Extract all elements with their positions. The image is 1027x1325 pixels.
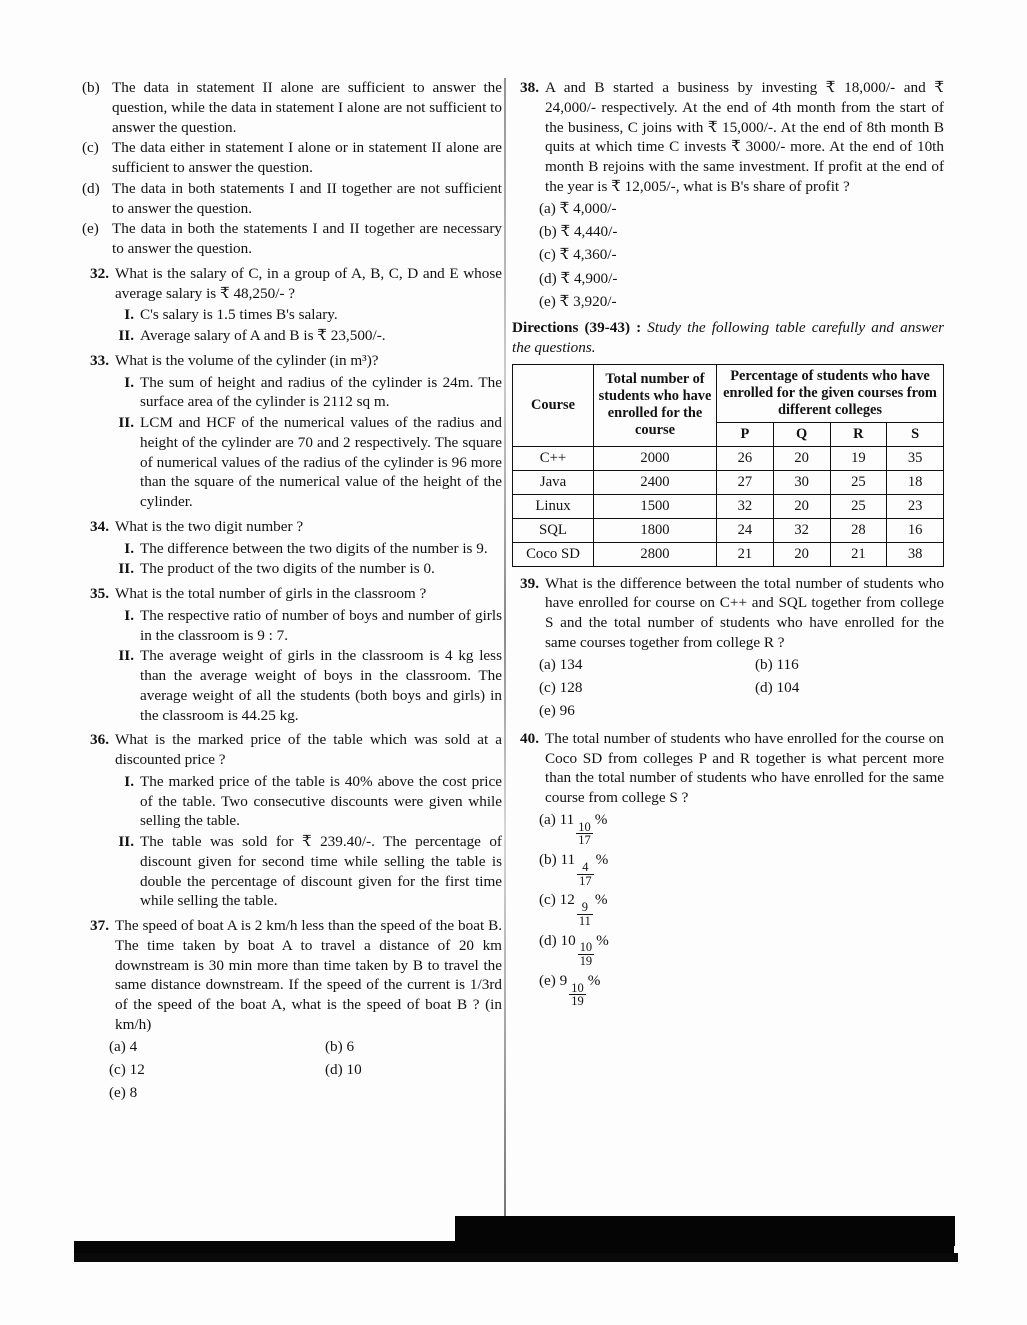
cell-total: 1800	[594, 518, 717, 542]
cell-pct-r: 25	[830, 494, 887, 518]
question-34	[82, 517, 502, 584]
answer-choice-fraction	[576, 821, 592, 847]
cell-course: SQL	[513, 518, 594, 542]
answer-choice-suffix: %	[595, 851, 609, 869]
question-statement	[109, 606, 502, 646]
question-number: 33.	[90, 351, 109, 369]
statement-text: The average weight of girls in the classroom is 4 kg less than the average weight of boys in the classroom. The average weight of all the students (both boys and girls) in the classroom is 44.25 kg.	[140, 647, 502, 724]
statement-label: II.	[118, 327, 134, 344]
cell-course: Linux	[513, 494, 594, 518]
statement-label: II.	[118, 560, 134, 578]
answer-choice[interactable]: (d) 104	[755, 679, 800, 697]
question-text: What is the marked price of the table which was sold at a discounted price ?	[115, 731, 502, 768]
answer-choice[interactable]: (d) ₹ 4,900/-	[539, 269, 618, 287]
fraction-numerator: 4	[577, 861, 593, 875]
directions-label: Directions (39-43) :	[512, 319, 642, 337]
answer-choice-tag: (a)	[539, 810, 556, 828]
fraction-denominator: 17	[578, 833, 591, 848]
table-header-row-1	[513, 364, 944, 422]
answer-choice-whole: 10	[560, 931, 576, 949]
answer-choice-tag: (d)	[539, 931, 557, 949]
right-column	[512, 78, 944, 1008]
cell-pct-s: 35	[887, 446, 944, 470]
statement-text: The table was sold for ₹ 239.40/-. The percentage of discount given for second time while selling the table is double the percentage of discount given for the first time while selling the table.	[140, 833, 502, 910]
answer-choice[interactable]: (b) 6	[325, 1037, 355, 1055]
answer-choice-fraction	[569, 982, 585, 1008]
instruction-option	[82, 219, 502, 259]
statement-label: II.	[118, 647, 134, 665]
left-questions	[82, 264, 502, 1108]
answer-choice[interactable]: (e) 96	[539, 702, 575, 720]
answer-choice-suffix: %	[594, 891, 608, 909]
question-statement	[109, 305, 502, 325]
cell-pct-s: 23	[887, 494, 944, 518]
header-total-students: Total number of students who have enrolled for the course	[594, 364, 717, 446]
fraction-numerator: 10	[578, 819, 591, 834]
question-text: What is the two digit number ?	[115, 517, 304, 535]
statement-label: I.	[124, 539, 134, 557]
question-40-number: 40.	[520, 729, 539, 747]
instruction-option	[82, 179, 502, 219]
answer-choice-tag: (c)	[539, 891, 556, 909]
question-38-number: 38.	[520, 79, 539, 96]
statement-label: I.	[124, 606, 134, 624]
fraction-numerator: 10	[571, 980, 584, 995]
cell-total: 2400	[594, 470, 717, 494]
cell-pct-q: 20	[773, 542, 830, 566]
instruction-option-text: The data in both statements I and II together are not sufficient to answer the question.	[112, 179, 502, 217]
question-statement	[109, 559, 502, 579]
answer-choice[interactable]	[539, 890, 944, 927]
question-39-text: What is the difference between the total number of students who have enrolled for course on C++ and SQL together from college S and the total number of students who have enrolled for the same courses together from college R ?	[545, 574, 944, 651]
answer-choice[interactable]: (a) ₹ 4,000/-	[539, 199, 617, 217]
instruction-options	[82, 78, 502, 259]
table-row	[513, 542, 944, 566]
statement-text: The difference between the two digits of the number is 9.	[140, 539, 488, 557]
header-college-s: S	[887, 422, 944, 446]
statement-text: The sum of height and radius of the cylinder is 24m. The surface area of the cylinder is 2112 sq m.	[140, 373, 502, 411]
question-statement	[109, 413, 502, 512]
table-body	[513, 446, 944, 566]
cell-pct-q: 32	[773, 518, 830, 542]
header-college-r: R	[830, 422, 887, 446]
question-statement	[109, 539, 502, 559]
cell-pct-s: 38	[887, 542, 944, 566]
answer-choice[interactable]: (e) 8	[109, 1084, 138, 1102]
answer-choice[interactable]	[539, 971, 944, 1008]
question-38-text: A and B started a business by investing ₹ 18,000/- and ₹ 24,000/- respectively. At the end of 4th month from the start of the business, C joins with ₹ 15,000/-. At the end of 8th month B quits at which time C invests ₹ 3000/- more. At the end of 10th month B rejoins with the same investment. If profit at the end of the year is ₹ 12,005/-, what is B's share of profit ?	[545, 79, 944, 195]
answer-choice-suffix: %	[594, 810, 608, 828]
instruction-option-tag: (e)	[82, 220, 99, 238]
instruction-option	[82, 78, 502, 137]
answer-choice[interactable]: (c) 12	[109, 1060, 145, 1078]
answer-choice[interactable]: (a) 134	[539, 655, 583, 673]
table-row	[513, 470, 944, 494]
statement-text: The product of the two digits of the number is 0.	[140, 560, 435, 578]
question-39	[512, 574, 944, 722]
answer-choice[interactable]: (c) 128	[539, 679, 583, 697]
instruction-option-text: The data either in statement I alone or in statement II alone are sufficient to answer the question.	[112, 139, 502, 176]
fraction-denominator: 17	[579, 873, 592, 888]
question-38	[512, 78, 944, 312]
answer-choice[interactable]	[539, 931, 944, 968]
answer-choice-suffix: %	[596, 931, 609, 949]
fraction-numerator: 9	[577, 901, 593, 915]
question-33	[82, 351, 502, 517]
answer-choice-fraction	[577, 901, 593, 927]
cell-pct-p: 27	[717, 470, 774, 494]
statement-label: II.	[118, 414, 134, 431]
question-choices	[109, 1037, 502, 1104]
header-percentage-group: Percentage of students who have enrolled for the given courses from different colleges	[717, 364, 944, 422]
answer-choice-whole: 12	[559, 891, 575, 909]
cell-pct-p: 24	[717, 518, 774, 542]
answer-choice[interactable]	[539, 810, 944, 847]
answer-choice-tag: (b)	[539, 851, 557, 869]
question-statement	[109, 832, 502, 911]
question-text: What is the volume of the cylinder (in m³)?	[115, 351, 379, 369]
statement-text: C's salary is 1.5 times B's salary.	[140, 306, 338, 324]
statement-label: I.	[124, 306, 134, 324]
cell-course: Coco SD	[513, 542, 594, 566]
question-text: What is the salary of C, in a group of A, B, C, D and E whose average salary is ₹ 48,250/- ?	[115, 264, 502, 302]
enrollment-data-table	[512, 364, 944, 567]
question-number: 37.	[90, 917, 109, 934]
scan-artifact-tail	[74, 1253, 958, 1262]
two-column-body	[0, 78, 1027, 1228]
cell-pct-q: 30	[773, 470, 830, 494]
question-text: The speed of boat A is 2 km/h less than the speed of the boat B. The time taken by boat A to travel a distance of 20 km downstream is 30 min more than time taken by B to travel the same distance downstream. If the speed of the current is 1/3rd of the speed of the boat A, what is the speed of boat B ? (in km/h)	[115, 917, 502, 1033]
cell-pct-q: 20	[773, 494, 830, 518]
question-number: 35.	[90, 585, 109, 602]
question-number: 32.	[90, 264, 109, 282]
instruction-option-text: The data in statement II alone are sufficient to answer the question, while the data in statement I alone are not sufficient to answer the question.	[112, 79, 502, 136]
table-row	[513, 518, 944, 542]
header-college-p: P	[717, 422, 774, 446]
answer-choice[interactable]: (e) ₹ 3,920/-	[539, 292, 617, 310]
header-course: Course	[513, 364, 594, 446]
answer-choice[interactable]: (b) 116	[755, 655, 799, 673]
answer-choice-whole: 11	[559, 810, 575, 828]
question-statement	[109, 772, 502, 831]
cell-pct-r: 25	[830, 470, 887, 494]
cell-pct-p: 26	[717, 446, 774, 470]
question-39-choices	[539, 655, 944, 722]
header-college-q: Q	[773, 422, 830, 446]
instruction-option-tag: (d)	[82, 179, 100, 197]
answer-choice[interactable]: (c) ₹ 4,360/-	[539, 246, 617, 264]
question-40	[512, 729, 944, 1008]
table-row	[513, 446, 944, 470]
answer-choice[interactable]	[539, 850, 944, 887]
question-text: What is the total number of girls in the classroom ?	[115, 585, 427, 602]
cell-total: 1500	[594, 494, 717, 518]
answer-choice[interactable]: (a) 4	[109, 1037, 138, 1055]
directions-text: Study the following table carefully and answer the questions.	[512, 319, 945, 357]
question-40-choices	[539, 810, 944, 1008]
answer-choice[interactable]: (b) ₹ 4,440/-	[539, 222, 618, 240]
question-number: 34.	[90, 517, 109, 535]
cell-pct-r: 19	[830, 446, 887, 470]
table-head	[513, 364, 944, 446]
question-36	[82, 730, 502, 916]
statement-label: I.	[124, 373, 134, 391]
question-statement	[109, 326, 502, 346]
instruction-option	[82, 138, 502, 178]
cell-total: 2000	[594, 446, 717, 470]
answer-choice-tag: (e)	[539, 971, 556, 989]
question-37	[82, 916, 502, 1108]
question-38-choices	[539, 199, 944, 313]
statement-text: LCM and HCF of the numerical values of the radius and height of the cylinder are 70 and 2 respectively. The square of numerical values of the radius of the cylinder is 96 more than the square of the numerical value of the height of the cylinder.	[140, 414, 502, 510]
instruction-option-tag: (c)	[82, 139, 99, 157]
instruction-option-tag: (b)	[82, 79, 100, 96]
cell-course: C++	[513, 446, 594, 470]
cell-pct-r: 28	[830, 518, 887, 542]
question-statement	[109, 646, 502, 725]
statement-text: The respective ratio of number of boys and number of girls in the classroom is 9 : 7.	[140, 606, 502, 644]
statement-text: Average salary of A and B is ₹ 23,500/-.	[140, 327, 386, 344]
instruction-option-text: The data in both the statements I and II together are necessary to answer the question.	[112, 220, 502, 257]
question-32	[82, 264, 502, 351]
fraction-denominator: 19	[579, 954, 593, 969]
question-39-number: 39.	[520, 574, 539, 592]
question-40-text: The total number of students who have enrolled for the course on Coco SD from colleges P and R together is what percent more than the total number of students who have enrolled for the same course from college S ?	[545, 729, 944, 807]
statement-label: II.	[118, 833, 134, 850]
cell-pct-r: 21	[830, 542, 887, 566]
cell-pct-q: 20	[773, 446, 830, 470]
fraction-denominator: 11	[578, 913, 591, 928]
cell-pct-s: 18	[887, 470, 944, 494]
question-statement	[109, 373, 502, 413]
statement-label: I.	[124, 772, 134, 790]
answer-choice-fraction	[577, 861, 593, 887]
fraction-numerator: 10	[579, 940, 593, 955]
answer-choice-whole: 9	[559, 971, 568, 989]
cell-pct-p: 32	[717, 494, 774, 518]
question-number: 36.	[90, 731, 109, 749]
cell-pct-p: 21	[717, 542, 774, 566]
fraction-denominator: 19	[571, 994, 584, 1009]
directions-39-43	[512, 318, 944, 358]
answer-choice-whole: 11	[560, 851, 576, 869]
left-column	[82, 78, 502, 1108]
statement-text: The marked price of the table is 40% above the cost price of the table. Two consecutive discounts were given while selling the table.	[140, 772, 502, 830]
answer-choice-fraction	[578, 941, 594, 967]
question-35	[82, 584, 502, 730]
answer-choice-suffix: %	[587, 971, 601, 989]
cell-total: 2800	[594, 542, 717, 566]
cell-course: Java	[513, 470, 594, 494]
table-row	[513, 494, 944, 518]
answer-choice[interactable]: (d) 10	[325, 1060, 362, 1078]
cell-pct-s: 16	[887, 518, 944, 542]
